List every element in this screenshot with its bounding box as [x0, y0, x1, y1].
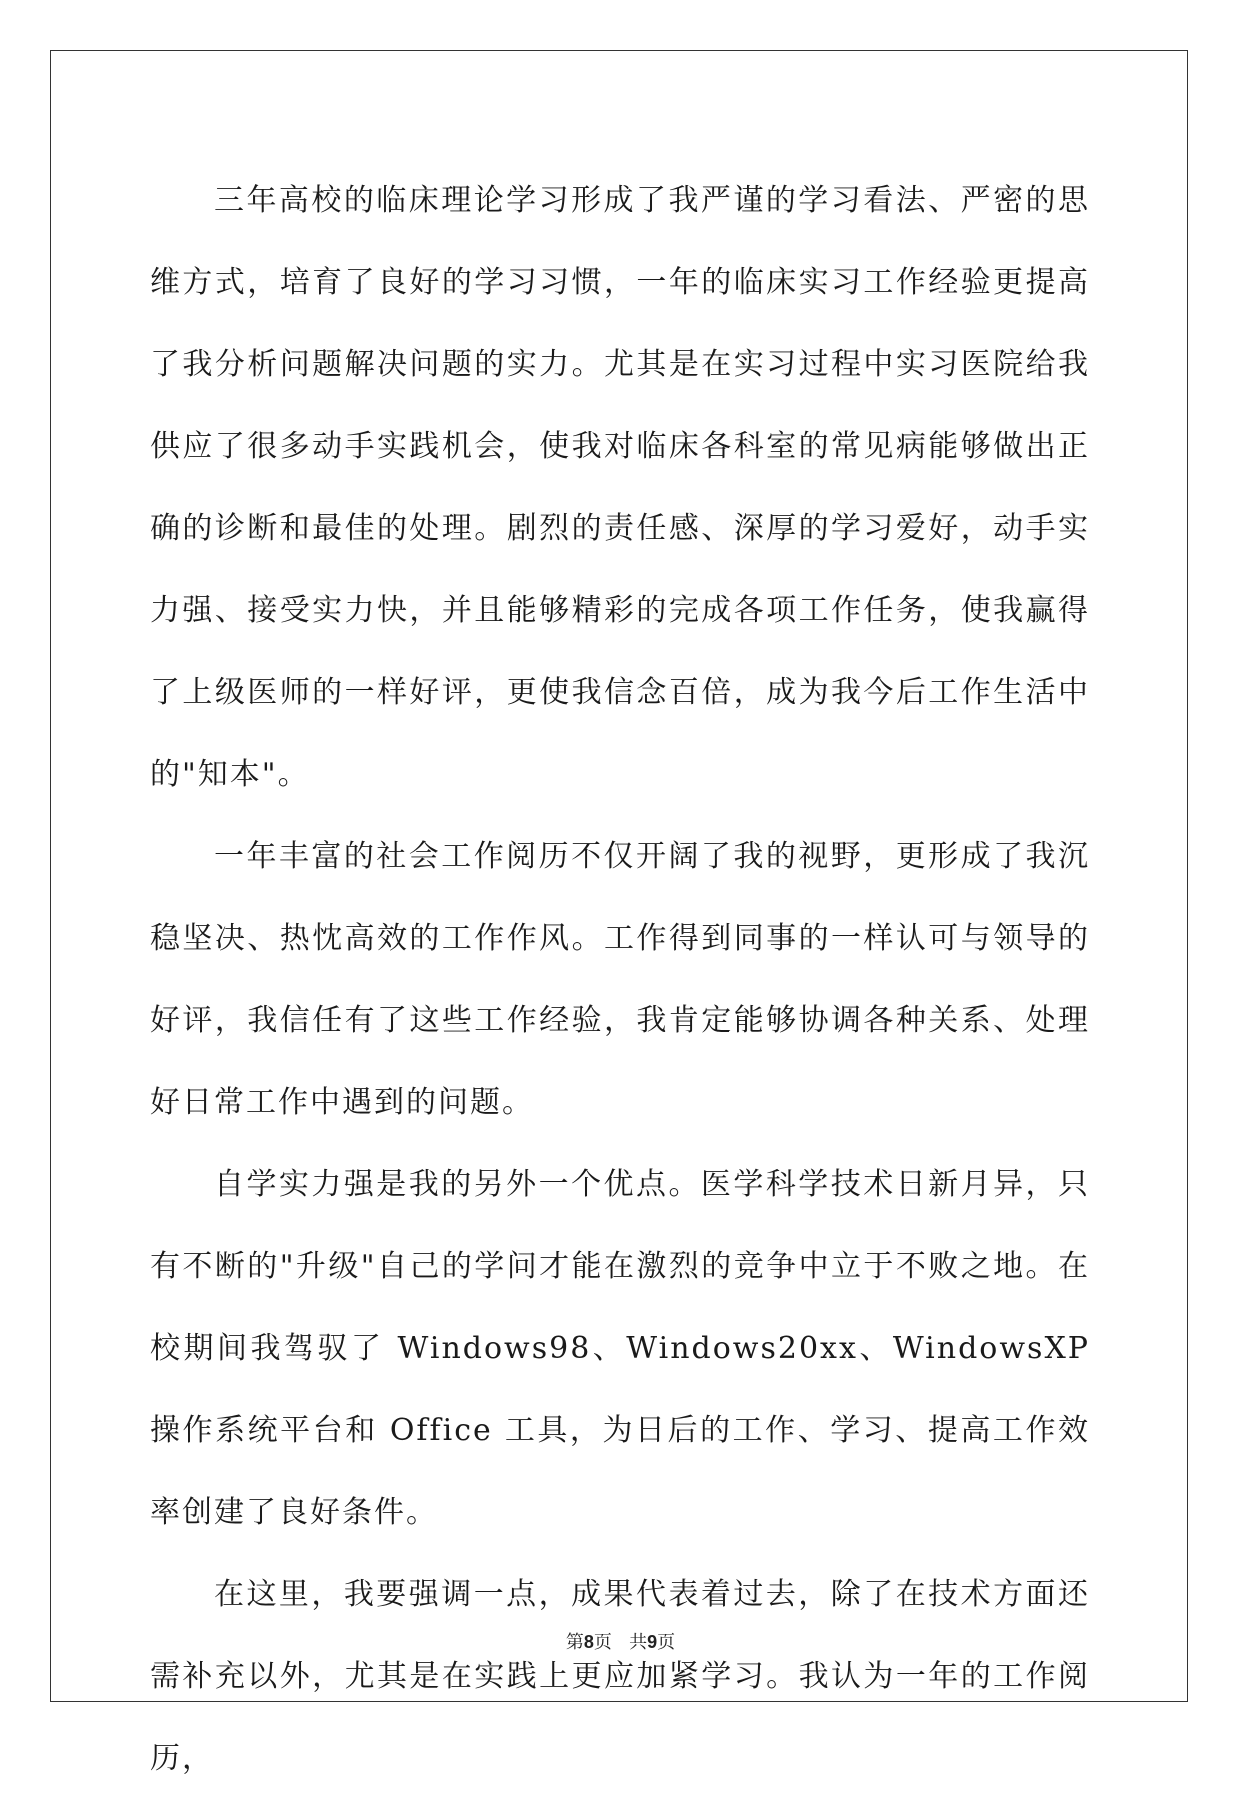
total-page-number: 9: [647, 1632, 658, 1652]
paragraph-4: 在这里，我要强调一点，成果代表着过去，除了在技术方面还需补充以外，尤其是在实践上更应加紧学习。我认为一年的工作阅历，: [150, 1577, 1090, 1776]
footer-prefix: 第: [565, 1632, 584, 1653]
footer-suffix: 页: [657, 1632, 676, 1653]
page-footer: [0, 1628, 1241, 1654]
paragraph-3: 自学实力强是我的另外一个优点。医学科学技术日新月异，只有不断的"升级"自己的学问才能在激烈的竞争中立于不败之地。在校期间我驾驭了 Windows98、Windows20xx、WindowsXP 操作系统平台和 Office 工具，为日后的工作、学习、提高工作效率创建了良好条件。: [150, 1167, 1090, 1530]
document-body: [150, 160, 1090, 1800]
paragraph-1: 三年高校的临床理论学习形成了我严谨的学习看法、严密的思维方式，培育了良好的学习习惯，一年的临床实习工作经验更提高了我分析问题解决问题的实力。尤其是在实习过程中实习医院给我供应了很多动手实践机会，使我对临床各科室的常见病能够做出正确的诊断和最佳的处理。剧烈的责任感、深厚的学习爱好，动手实力强、接受实力快，并且能够精彩的完成各项工作任务，使我赢得了上级医师的一样好评，更使我信念百倍，成为我今后工作生活中的"知本"。: [150, 183, 1090, 792]
footer-mid: 页 共: [593, 1632, 648, 1653]
current-page-number: 8: [583, 1632, 594, 1652]
paragraph-2: 一年丰富的社会工作阅历不仅开阔了我的视野，更形成了我沉稳坚决、热忱高效的工作作风。工作得到同事的一样认可与领导的好评，我信任有了这些工作经验，我肯定能够协调各种关系、处理好日常工作中遇到的问题。: [150, 839, 1090, 1120]
